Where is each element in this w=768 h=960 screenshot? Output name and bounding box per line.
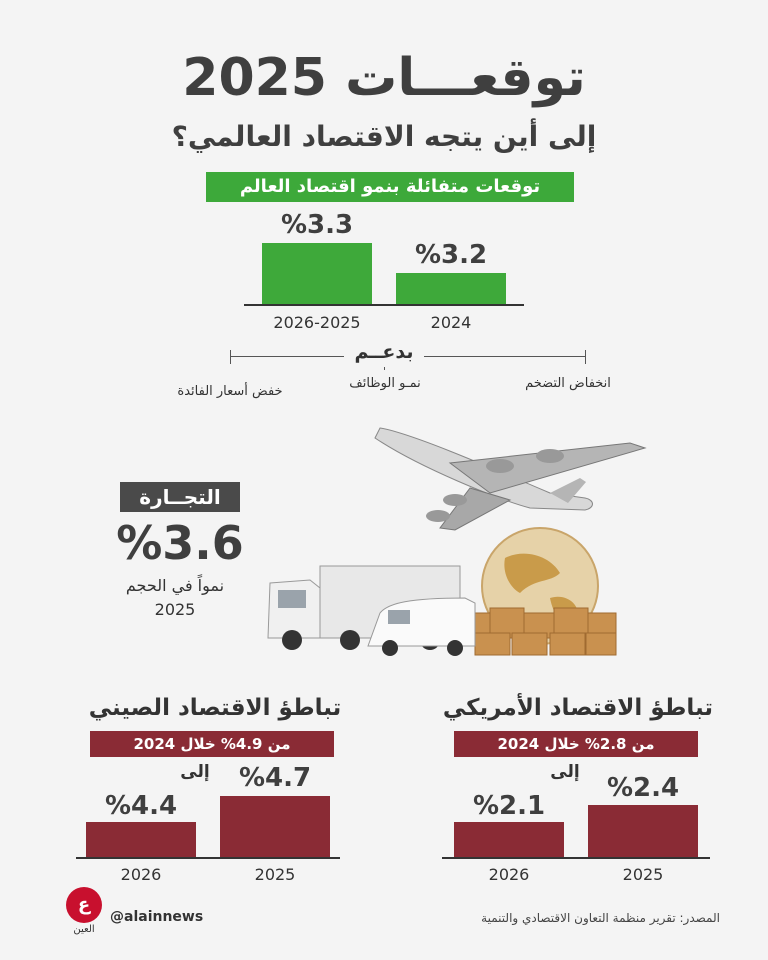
alain-logo-icon: ع	[66, 887, 102, 923]
support-bracket-left-tick	[230, 350, 231, 364]
bar-label-2025-2026: 2026-2025	[273, 313, 361, 332]
trade-caption: نمواً في الحجم	[125, 576, 225, 595]
trade-year: 2025	[154, 600, 196, 619]
china-section-title: تباطؤ الاقتصاد الصيني	[88, 695, 342, 721]
china-bar-value-2025: %4.7	[238, 763, 312, 793]
bar-2025-2026	[262, 243, 372, 304]
us-axis	[442, 857, 710, 859]
us-bar-value-2026: %2.1	[472, 791, 546, 821]
support-item-interest: خفض أسعار الفائدة	[177, 384, 283, 399]
logo-text: العين	[73, 924, 95, 935]
china-bar-2025	[220, 796, 330, 857]
china-from-banner: من 4.9% خلال 2024	[90, 731, 334, 757]
china-bar-label-2025: 2025	[254, 865, 296, 884]
china-to-label: إلى	[180, 762, 210, 782]
transport-illustration	[250, 408, 660, 658]
cardboard-boxes-icon	[460, 608, 616, 655]
page-title: توقعـــات 2025	[182, 48, 586, 108]
page-subtitle: إلى أين يتجه الاقتصاد العالمي؟	[171, 120, 597, 153]
us-bar-label-2026: 2026	[488, 865, 530, 884]
bar-label-2024: 2024	[430, 313, 472, 332]
bar-value-2025-2026: %3.3	[280, 210, 354, 240]
china-bar-value-2026: %4.4	[104, 791, 178, 821]
us-to-label: إلى	[550, 762, 580, 782]
us-bar-2025	[588, 805, 698, 857]
bar-value-2024: %3.2	[414, 240, 488, 270]
us-from-banner: من 2.8% خلال 2024	[454, 731, 698, 757]
us-bar-value-2025: %2.4	[606, 773, 680, 803]
bar-2024	[396, 273, 506, 304]
global-growth-banner: توقعات متفائلة بنمو اقتصاد العالم	[206, 172, 574, 202]
china-axis	[76, 857, 340, 859]
trade-title: التجــارة	[120, 482, 240, 512]
support-item-jobs: نمـو الوظائف	[349, 376, 421, 391]
global-growth-axis	[244, 304, 524, 306]
airplane-icon	[375, 428, 645, 530]
social-handle: @alainnews	[110, 909, 204, 925]
china-bar-label-2026: 2026	[120, 865, 162, 884]
china-bar-2026	[86, 822, 196, 857]
source-note: المصدر: تقرير منظمة التعاون الاقتصادي والتنمية	[481, 911, 720, 925]
us-bar-label-2025: 2025	[622, 865, 664, 884]
support-title: بدعــم	[344, 341, 424, 367]
us-bar-2026	[454, 822, 564, 857]
trade-value: %3.6	[116, 516, 244, 570]
us-section-title: تباطؤ الاقتصاد الأمريكي	[442, 695, 714, 721]
support-item-inflation: انخفاض التضخم	[525, 376, 611, 391]
support-bracket-right-tick	[585, 350, 586, 364]
